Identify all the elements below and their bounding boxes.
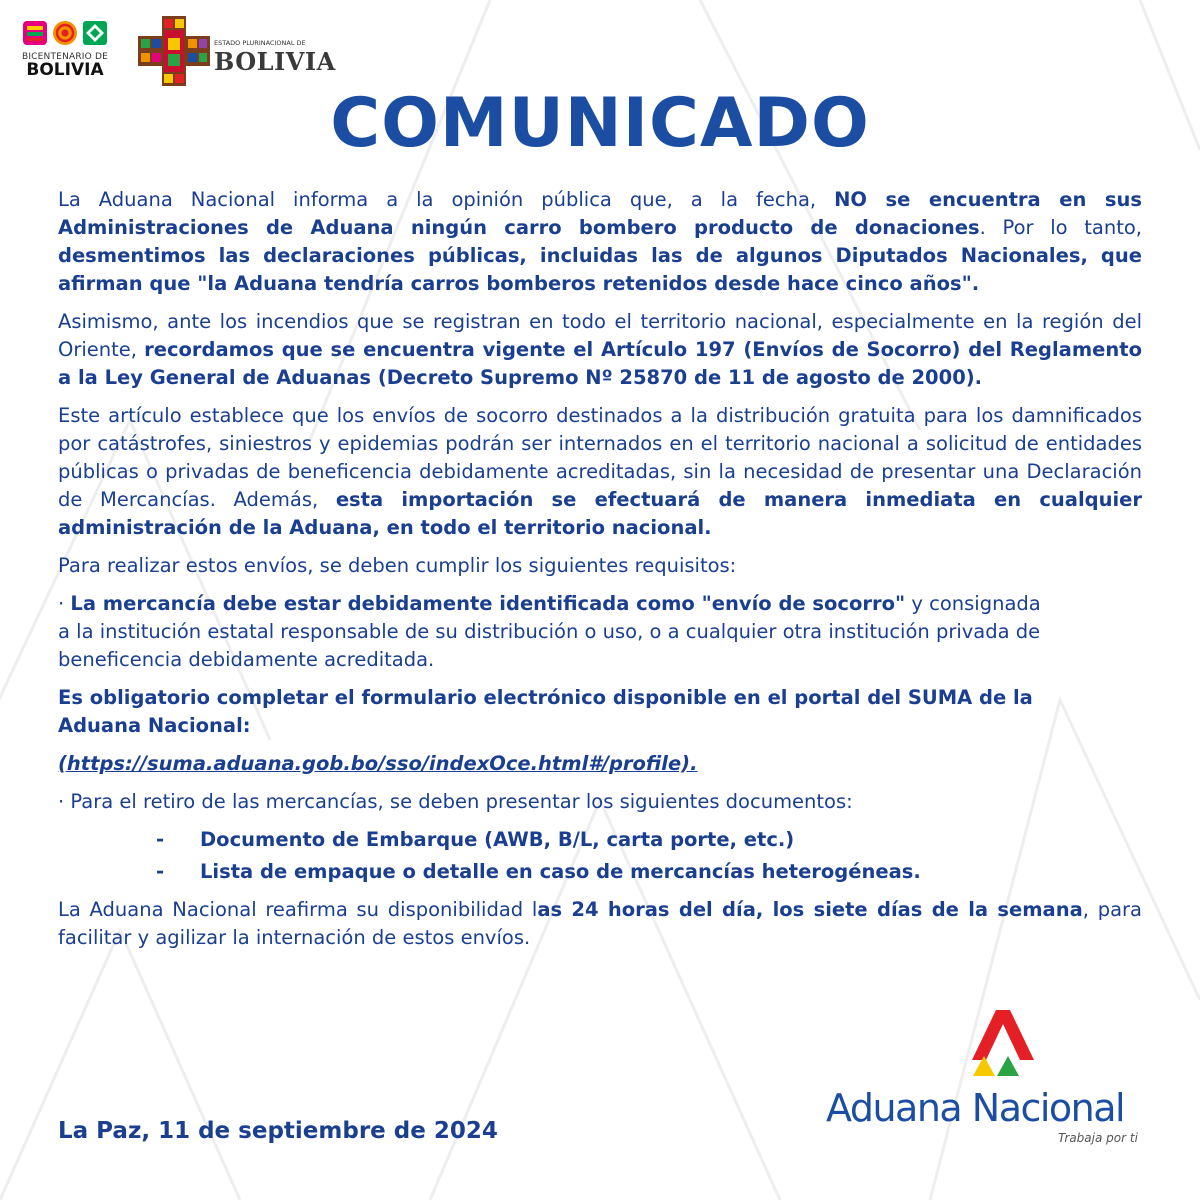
bicentenario-big-text: BOLIVIA bbox=[26, 60, 104, 80]
doc-item-2-text: Lista de empaque o detalle en caso de mercancías heterogéneas. bbox=[200, 860, 921, 883]
p1-text-a: La Aduana Nacional informa a la opinión pública que, a la fecha, bbox=[58, 188, 835, 211]
doc-item-1 bbox=[156, 826, 1142, 854]
requirement-1 bbox=[58, 590, 1058, 674]
doc-item-1-dash: - bbox=[156, 828, 165, 851]
p3-bold: esta importación se efectuará de manera inmediata en cualquier administración de la Aduana, en todo el territorio nacional. bbox=[58, 488, 1143, 539]
estado-plurinacional-logo bbox=[138, 16, 336, 86]
bicentenario-icon-1 bbox=[22, 20, 48, 46]
paragraph-1 bbox=[58, 186, 1142, 298]
p1-text-b: . Por lo tanto, bbox=[979, 216, 1142, 239]
document-date: La Paz, 11 de septiembre de 2024 bbox=[58, 1118, 498, 1144]
aduana-mountain-icon bbox=[952, 1008, 1042, 1088]
paragraph-3 bbox=[58, 402, 1142, 542]
paragraph-2 bbox=[58, 308, 1142, 392]
doc-item-2-dash: - bbox=[156, 860, 165, 883]
p2-text: Asimismo, ante los incendios que se registran en todo el territorio nacional, especialmente en la región del Oriente, bbox=[58, 310, 1142, 361]
suma-link-line bbox=[58, 750, 1058, 778]
bicentenario-icon-2 bbox=[52, 20, 78, 46]
bicentenario-icon-3 bbox=[82, 20, 108, 46]
requirement-3: · Para el retiro de las mercancías, se deben presentar los siguientes documentos: bbox=[58, 790, 853, 813]
p5-text-a: La Aduana Nacional reafirma su disponibilidad l bbox=[58, 898, 538, 921]
page-title: COMUNICADO bbox=[330, 84, 870, 163]
req1-bullet: · bbox=[58, 592, 71, 615]
p2-bold: recordamos que se encuentra vigente el Artículo 197 (Envíos de Socorro) del Reglamento a la Ley General de Aduanas (Decreto Supremo Nº 25870 de 11 de agosto de 2000). bbox=[58, 338, 1142, 389]
p3-text: Este artículo establece que los envíos de socorro destinados a la distribución gratuita para los damnificados por catástrofes, siniestros y epidemias podrán ser internados en el territorio nacional a solicitud de entidades públicas o privadas de beneficencia debidamente acreditadas, sin la necesidad de presentar una Declaración de Mercancías. Además, bbox=[58, 404, 1142, 511]
p5-text-b: , para facilitar y agilizar la internación de estos envíos. bbox=[58, 898, 1142, 949]
aduana-name-text: Aduana Nacional bbox=[826, 1086, 1125, 1130]
req2-bold: Es obligatorio completar el formulario electrónico disponible en el portal del SUMA de la Aduana Nacional: bbox=[58, 686, 1033, 737]
doc-item-2 bbox=[156, 858, 1142, 886]
aduana-tagline: Trabaja por ti bbox=[1058, 1131, 1138, 1145]
bicentenario-logo bbox=[20, 20, 110, 84]
p1-bold-a: NO se encuentra en sus Administraciones de Aduana ningún carro bombero producto de donaciones bbox=[58, 188, 1142, 239]
estado-small-text: ESTADO PLURINACIONAL DE bbox=[214, 39, 306, 47]
p5-bold: as 24 horas del día, los siete días de la semana bbox=[537, 898, 1083, 921]
req1-bold: La mercancía debe estar debidamente identificada como "envío de socorro" bbox=[70, 592, 906, 615]
estado-big-text: BOLIVIA bbox=[214, 47, 336, 76]
paragraph-5 bbox=[58, 896, 1142, 952]
aduana-nacional-logo bbox=[822, 1008, 1152, 1158]
requirement-2 bbox=[58, 684, 1058, 740]
bicentenario-small-text: BICENTENARIO DE bbox=[21, 52, 109, 62]
doc-item-1-text: Documento de Embarque (AWB, B/L, carta porte, etc.) bbox=[200, 828, 795, 851]
document-body bbox=[58, 186, 1142, 952]
p1-bold-b: desmentimos las declaraciones públicas, incluidas las de algunos Diputados Nacionales, que afirman que "la Aduana tendría carros bomberos retenidos desde hace cinco años". bbox=[58, 244, 1142, 295]
paragraph-4: Para realizar estos envíos, se deben cumplir los siguientes requisitos: bbox=[58, 554, 737, 577]
chakana-emblem-icon bbox=[138, 16, 210, 86]
req1-text: y consignada a la institución estatal responsable de su distribución o uso, o a cualquier otra institución privada de beneficencia debidamente acreditada. bbox=[58, 592, 1041, 671]
suma-portal-link[interactable]: (https://suma.aduana.gob.bo/sso/indexOce.html#/profile). bbox=[58, 752, 698, 775]
